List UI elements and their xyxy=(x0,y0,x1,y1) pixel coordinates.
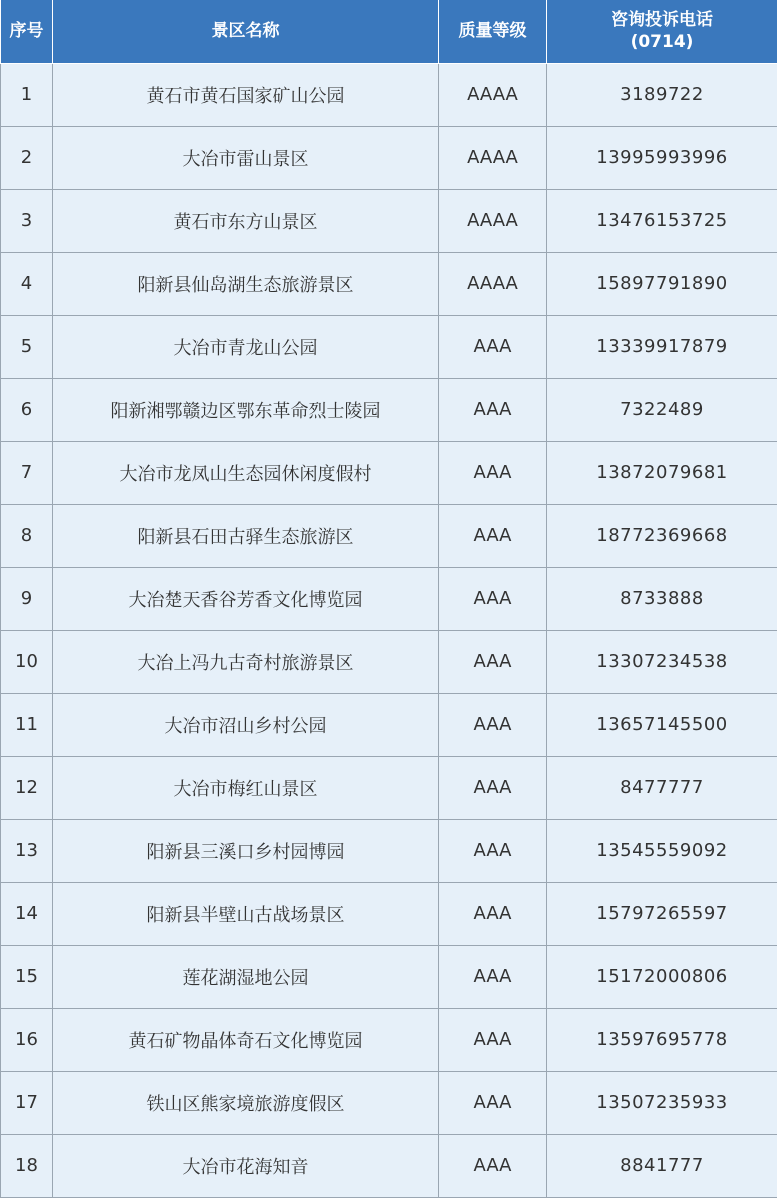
table-body xyxy=(1,63,777,1197)
cell-seq: 7 xyxy=(1,441,53,504)
cell-phone: 8841777 xyxy=(547,1134,777,1197)
cell-seq: 5 xyxy=(1,315,53,378)
cell-phone: 13657145500 xyxy=(547,693,777,756)
cell-scenic-name: 大冶上冯九古奇村旅游景区 xyxy=(53,630,439,693)
table-header-row xyxy=(1,0,777,63)
cell-phone: 13339917879 xyxy=(547,315,777,378)
table-row xyxy=(1,693,777,756)
cell-scenic-name: 大冶市梅红山景区 xyxy=(53,756,439,819)
cell-seq: 6 xyxy=(1,378,53,441)
cell-seq: 9 xyxy=(1,567,53,630)
cell-scenic-name: 阳新县石田古驿生态旅游区 xyxy=(53,504,439,567)
cell-phone: 15897791890 xyxy=(547,252,777,315)
cell-quality-level: AAA xyxy=(439,819,547,882)
cell-seq: 15 xyxy=(1,945,53,1008)
cell-phone: 13545559092 xyxy=(547,819,777,882)
cell-quality-level: AAA xyxy=(439,945,547,1008)
cell-scenic-name: 大冶市沼山乡村公园 xyxy=(53,693,439,756)
cell-scenic-name: 阳新县三溪口乡村园博园 xyxy=(53,819,439,882)
cell-scenic-name: 大冶市花海知音 xyxy=(53,1134,439,1197)
cell-quality-level: AAA xyxy=(439,693,547,756)
cell-seq: 8 xyxy=(1,504,53,567)
cell-scenic-name: 大冶市龙凤山生态园休闲度假村 xyxy=(53,441,439,504)
cell-quality-level: AAA xyxy=(439,1071,547,1134)
table-row xyxy=(1,567,777,630)
cell-scenic-name: 黄石矿物晶体奇石文化博览园 xyxy=(53,1008,439,1071)
header-phone-title: 咨询投诉电话 xyxy=(611,10,713,31)
table-row xyxy=(1,630,777,693)
table-row xyxy=(1,819,777,882)
cell-quality-level: AAAA xyxy=(439,126,547,189)
table-row xyxy=(1,1008,777,1071)
cell-phone: 13872079681 xyxy=(547,441,777,504)
cell-quality-level: AAA xyxy=(439,567,547,630)
cell-phone: 13995993996 xyxy=(547,126,777,189)
cell-quality-level: AAA xyxy=(439,630,547,693)
cell-seq: 4 xyxy=(1,252,53,315)
table-row xyxy=(1,189,777,252)
cell-scenic-name: 大冶市青龙山公园 xyxy=(53,315,439,378)
cell-quality-level: AAA xyxy=(439,441,547,504)
table-row xyxy=(1,945,777,1008)
cell-seq: 11 xyxy=(1,693,53,756)
cell-quality-level: AAA xyxy=(439,1134,547,1197)
cell-quality-level: AAA xyxy=(439,315,547,378)
cell-quality-level: AAA xyxy=(439,378,547,441)
cell-seq: 1 xyxy=(1,63,53,126)
cell-quality-level: AAAA xyxy=(439,189,547,252)
cell-quality-level: AAA xyxy=(439,882,547,945)
cell-scenic-name: 阳新湘鄂赣边区鄂东革命烈士陵园 xyxy=(53,378,439,441)
header-level: 质量等级 xyxy=(439,0,547,63)
cell-scenic-name: 大冶市雷山景区 xyxy=(53,126,439,189)
cell-seq: 10 xyxy=(1,630,53,693)
table-row xyxy=(1,378,777,441)
cell-phone: 15797265597 xyxy=(547,882,777,945)
cell-scenic-name: 黄石市东方山景区 xyxy=(53,189,439,252)
cell-quality-level: AAA xyxy=(439,756,547,819)
cell-phone: 13476153725 xyxy=(547,189,777,252)
cell-quality-level: AAAA xyxy=(439,63,547,126)
cell-phone: 13597695778 xyxy=(547,1008,777,1071)
cell-seq: 17 xyxy=(1,1071,53,1134)
cell-phone: 18772369668 xyxy=(547,504,777,567)
cell-seq: 14 xyxy=(1,882,53,945)
table-row xyxy=(1,63,777,126)
header-phone xyxy=(547,0,777,63)
cell-seq: 12 xyxy=(1,756,53,819)
table-row xyxy=(1,441,777,504)
table-row xyxy=(1,756,777,819)
cell-phone: 8477777 xyxy=(547,756,777,819)
cell-phone: 7322489 xyxy=(547,378,777,441)
table-row xyxy=(1,315,777,378)
cell-seq: 3 xyxy=(1,189,53,252)
cell-quality-level: AAA xyxy=(439,504,547,567)
cell-scenic-name: 阳新县仙岛湖生态旅游景区 xyxy=(53,252,439,315)
cell-seq: 16 xyxy=(1,1008,53,1071)
table-row xyxy=(1,252,777,315)
cell-seq: 18 xyxy=(1,1134,53,1197)
cell-seq: 2 xyxy=(1,126,53,189)
table-row xyxy=(1,1071,777,1134)
cell-scenic-name: 莲花湖湿地公园 xyxy=(53,945,439,1008)
cell-scenic-name: 黄石市黄石国家矿山公园 xyxy=(53,63,439,126)
cell-scenic-name: 阳新县半壁山古战场景区 xyxy=(53,882,439,945)
table-row xyxy=(1,126,777,189)
header-phone-area-code: (0714) xyxy=(630,32,694,53)
cell-quality-level: AAA xyxy=(439,1008,547,1071)
table-row xyxy=(1,1134,777,1197)
cell-seq: 13 xyxy=(1,819,53,882)
header-name: 景区名称 xyxy=(53,0,439,63)
table-row xyxy=(1,504,777,567)
cell-scenic-name: 大冶楚天香谷芳香文化博览园 xyxy=(53,567,439,630)
cell-phone: 8733888 xyxy=(547,567,777,630)
header-seq: 序号 xyxy=(1,0,53,63)
cell-phone: 15172000806 xyxy=(547,945,777,1008)
cell-phone: 3189722 xyxy=(547,63,777,126)
cell-phone: 13507235933 xyxy=(547,1071,777,1134)
cell-quality-level: AAAA xyxy=(439,252,547,315)
cell-phone: 13307234538 xyxy=(547,630,777,693)
cell-scenic-name: 铁山区熊家境旅游度假区 xyxy=(53,1071,439,1134)
table-row xyxy=(1,882,777,945)
